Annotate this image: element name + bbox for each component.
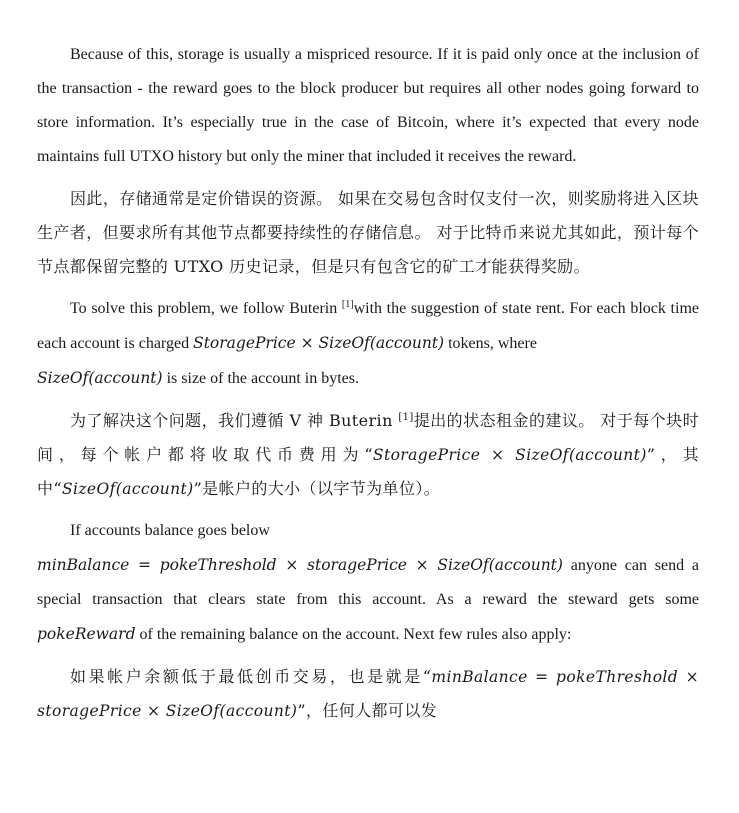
math-sizeof-account: SizeOf(account) — [61, 480, 194, 498]
text-run: 为了解决这个问题，我们遵循 V 神 Buterin — [70, 411, 399, 430]
paragraph-storage-mispriced: Because of this, storage is usually a mispriced resource. If it is paid only once at the inclusion of the transaction - the reward goes to the block producer but requires all other nodes going forward to store information. It’s especially true in the case of Bitcoin, where it’s expected that every node maintains full UTXO history but only the miner that included it receives the reward. — [37, 46, 699, 165]
citation-ref: [1] — [341, 299, 354, 310]
text-run: with the suggestion of state rent. For each block time each account is charged — [37, 300, 699, 352]
math-sizeof-account: SizeOf(account) — [37, 369, 163, 387]
paragraph-min-balance-zh — [37, 660, 699, 728]
paragraph-min-balance — [37, 514, 699, 652]
paragraph-state-rent-zh — [37, 404, 699, 506]
text-run: ”，任何人都可以发 — [297, 701, 438, 720]
text-run: 如果帐户余额低于最低创币交易，也是就是“ — [70, 667, 432, 686]
math-min-balance-formula: minBalance = pokeThreshold × storagePrice × SizeOf(account) — [37, 668, 699, 720]
text-run: If accounts balance goes below — [70, 522, 270, 539]
math-min-balance-formula: minBalance = pokeThreshold × storagePrice × SizeOf(account) — [37, 556, 563, 574]
paragraph-storage-mispriced-zh: 因此，存储通常是定价错误的资源。 如果在交易包含时仅支付一次，则奖励将进入区块生产者，但要求所有其他节点都要持续性的存储信息。 对于比特币来说尤其如此，预计每个节点都保留完整的 UTXO 历史记录，但是只有包含它的矿工才能获得奖励。 — [37, 189, 699, 276]
text-run: 提出的状态租金的建议。 对于每个块时间，每个帐户都将收取代币费用为“ — [37, 411, 699, 464]
math-poke-reward: pokeReward — [37, 625, 136, 643]
text-run: ”，其中“ — [37, 445, 699, 498]
text-run: To solve this problem, we follow Buterin — [70, 300, 342, 317]
text-run: ”是帐户的大小（以字节为单位）。 — [193, 479, 441, 498]
text-run: tokens, where — [444, 335, 537, 352]
paragraph-state-rent — [37, 292, 699, 396]
text-run: anyone can send a special transaction that clears state from this account. As a reward the steward gets some — [37, 557, 699, 608]
math-storage-price-formula: StoragePrice × SizeOf(account) — [372, 446, 647, 464]
math-storage-price-formula: StoragePrice × SizeOf(account) — [193, 334, 445, 352]
citation-ref: [1] — [398, 412, 414, 423]
text-run: is size of the account in bytes. — [162, 370, 359, 387]
text-run: of the remaining balance on the account. Next few rules also apply: — [135, 626, 572, 643]
